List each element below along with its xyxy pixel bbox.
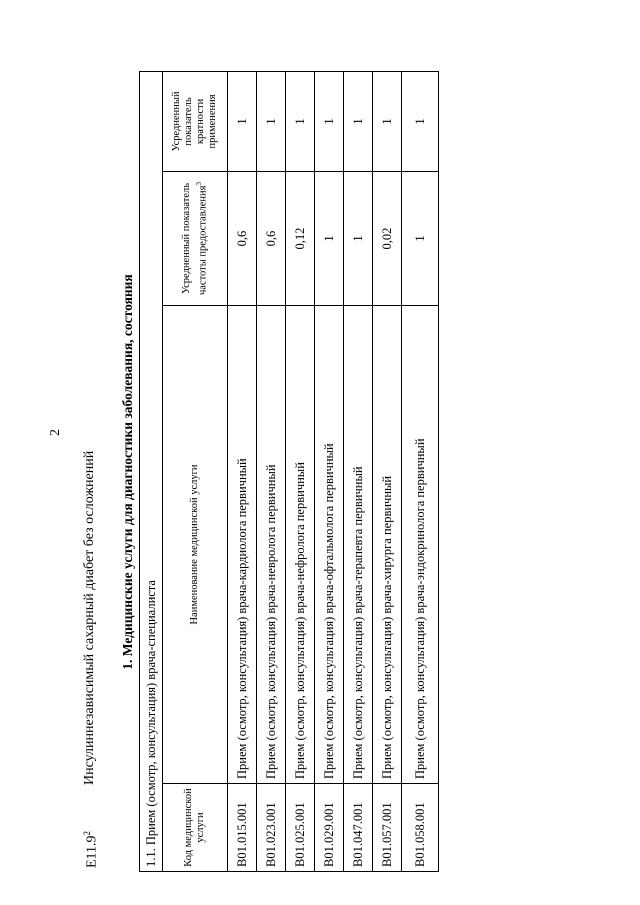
row-code: B01.058.001 xyxy=(402,784,439,872)
row-code: B01.015.001 xyxy=(228,784,257,872)
section-title: 1. Медицинские услуги для диагностики заболевания, состояния xyxy=(120,274,135,670)
row-name: Прием (осмотр, консультация) врача-эндокринолога первичный xyxy=(402,306,439,784)
row-name: Прием (осмотр, консультация) врача-хирурга первичный xyxy=(373,306,402,784)
disease-name: Инсулиннезависимый сахарный диабет без осложнений xyxy=(82,450,97,785)
table-row xyxy=(344,71,373,871)
header-frequency-footnote: 3 xyxy=(194,182,203,186)
row-multiplicity: 1 xyxy=(286,71,315,171)
table-header-row xyxy=(163,71,228,871)
row-code: B01.023.001 xyxy=(257,784,286,872)
row-frequency: 0,02 xyxy=(373,172,402,306)
row-multiplicity: 1 xyxy=(228,71,257,171)
page-number: 2 xyxy=(48,429,63,436)
row-multiplicity: 1 xyxy=(315,71,344,171)
table-row xyxy=(373,71,402,871)
row-code: B01.029.001 xyxy=(315,784,344,872)
row-code: B01.025.001 xyxy=(286,784,315,872)
row-frequency: 1 xyxy=(402,172,439,306)
row-frequency: 1 xyxy=(344,172,373,306)
table-row xyxy=(228,71,257,871)
row-multiplicity: 1 xyxy=(402,71,439,171)
row-code: B01.057.001 xyxy=(373,784,402,872)
row-name: Прием (осмотр, консультация) врача-кардиолога первичный xyxy=(228,306,257,784)
row-frequency: 0,6 xyxy=(228,172,257,306)
table-row xyxy=(402,71,439,871)
header-frequency xyxy=(163,172,228,306)
row-name: Прием (осмотр, консультация) врача-терапевта первичный xyxy=(344,306,373,784)
row-name: Прием (осмотр, консультация) врача-нефролога первичный xyxy=(286,306,315,784)
row-multiplicity: 1 xyxy=(257,71,286,171)
row-multiplicity: 1 xyxy=(373,71,402,171)
diagnosis-code-text: E11.9 xyxy=(84,835,100,868)
table-row xyxy=(286,71,315,871)
row-frequency: 0,12 xyxy=(286,172,315,306)
rotated-content xyxy=(117,72,457,872)
subsection-title: 1.1. Прием (осмотр, консультация) врача-специалиста xyxy=(140,71,163,871)
diagnosis-code xyxy=(82,831,101,868)
row-frequency: 1 xyxy=(315,172,344,306)
row-name: Прием (осмотр, консультация) врача-невролога первичный xyxy=(257,306,286,784)
header-code: Код медицинской услуги xyxy=(163,784,228,872)
row-frequency: 0,6 xyxy=(257,172,286,306)
row-code: B01.047.001 xyxy=(344,784,373,872)
table-row xyxy=(257,71,286,871)
services-table xyxy=(139,71,439,872)
header-multiplicity: Усредненный показатель кратности применения xyxy=(163,71,228,171)
table-row xyxy=(315,71,344,871)
row-name: Прием (осмотр, консультация) врача-офтальмолога первичный xyxy=(315,306,344,784)
diagnosis-code-footnote: 2 xyxy=(82,830,92,836)
row-multiplicity: 1 xyxy=(344,71,373,171)
header-frequency-text: Усредненный показатель частоты предоставления xyxy=(180,182,209,296)
header-name: Наименование медицинской услуги xyxy=(163,306,228,784)
